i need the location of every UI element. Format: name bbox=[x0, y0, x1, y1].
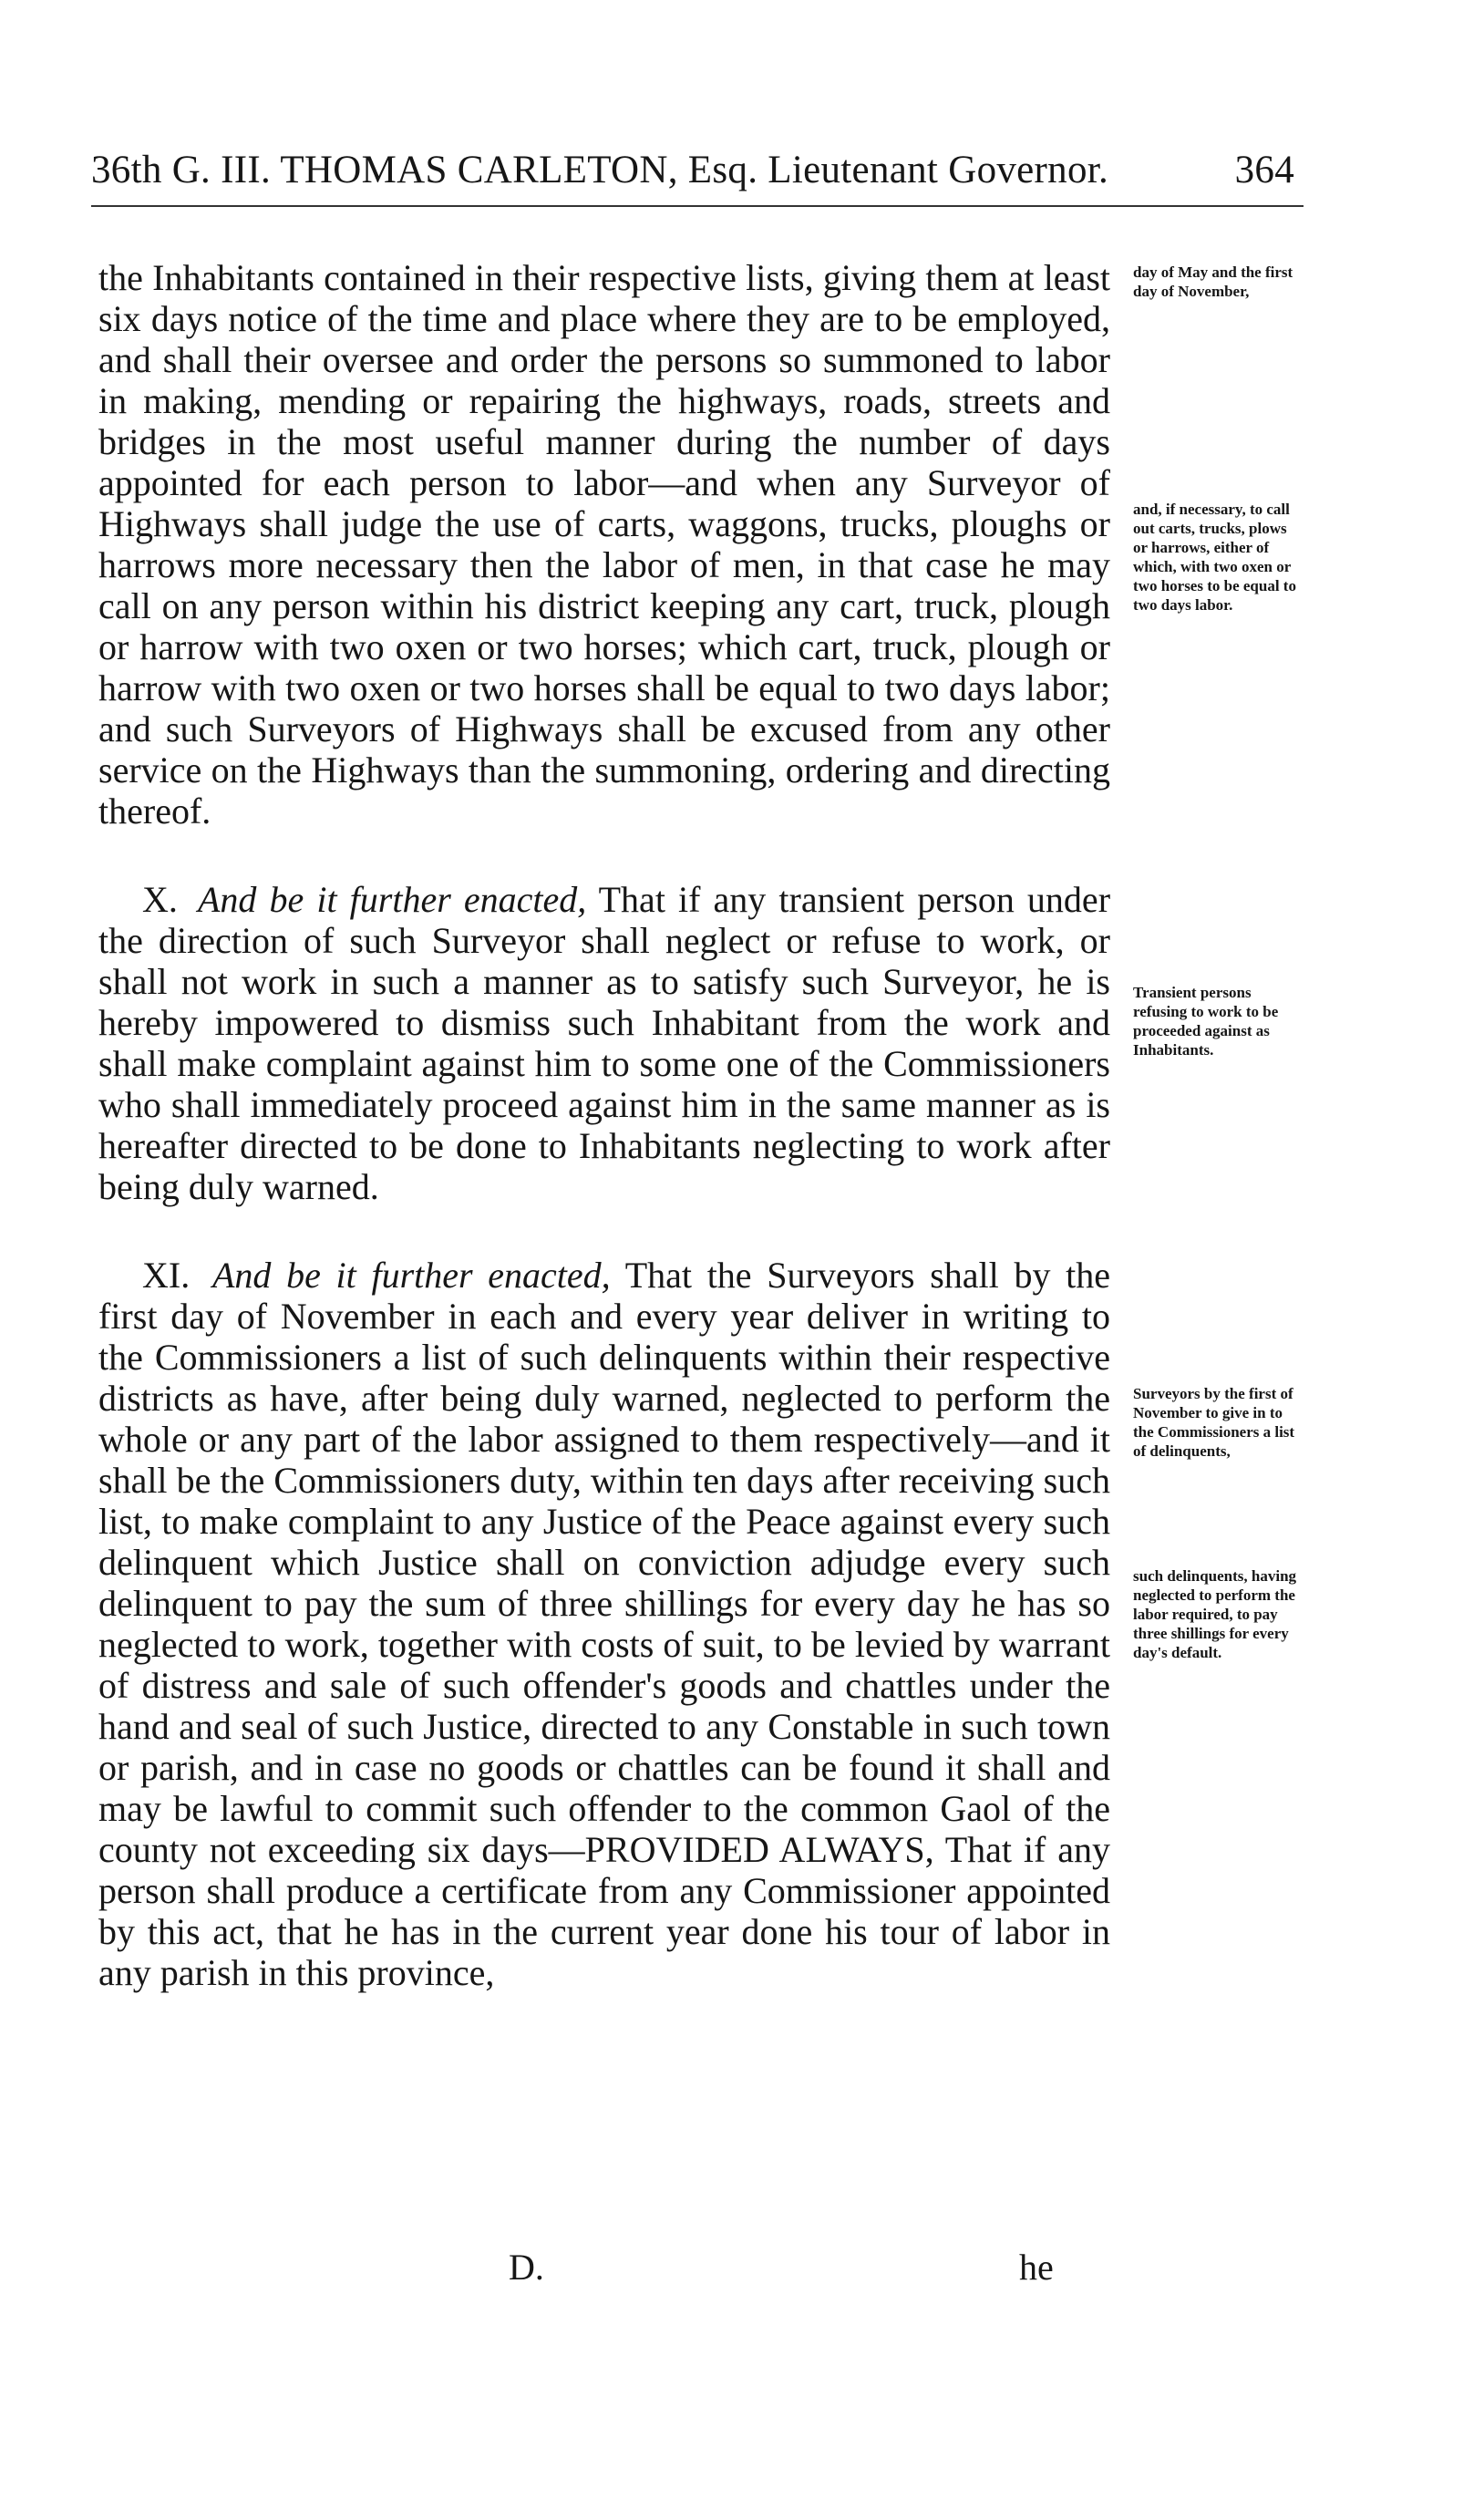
regnal-year: 36th G. III. bbox=[91, 149, 272, 191]
section-number: X. bbox=[142, 879, 178, 920]
margin-note: day of May and the first day of November, bbox=[1133, 264, 1293, 300]
running-header bbox=[91, 148, 1294, 192]
margin-note: such delinquents, having neglected to perform the labor required, to pay three shillings for every day's default. bbox=[1133, 1567, 1297, 1661]
governor-title: THOMAS CARLETON, Esq. Lieutenant Governor. bbox=[280, 149, 1109, 191]
paragraph-text: the Inhabitants contained in their respective lists, giving them at least six days notice of the time and place where they are to be employed, and shall their oversee and order the persons so summoned to labor in making, mending or repairing the highways, roads, streets and bridges in the most useful manner during the number of days appointed for each person to labor—and when any Surveyor of Highways shall judge the use of carts, waggons, trucks, ploughs or harrows more necessary then the labor of men, in that case he may call on any person within his district keeping any cart, truck, plough or harrow with two oxen or two horses; which cart, truck, plough or harrow with two oxen or two horses shall be equal to two days labor; and such Surveyors of Highways shall be excused from any other service on the Highways than the summoning, ordering and directing thereof. bbox=[98, 257, 1110, 832]
margin-note: and, if necessary, to call out carts, trucks, plows or harrows, either of which, with two oxen or two horses to be equal to two days labor. bbox=[1133, 501, 1296, 614]
main-text bbox=[98, 257, 1110, 1993]
margin-note: Transient persons refusing to work to be proceeded against as Inhabitants. bbox=[1133, 984, 1279, 1059]
section-number: XI. bbox=[142, 1255, 191, 1296]
paragraph-continued bbox=[98, 257, 1110, 832]
section-xi bbox=[98, 1255, 1110, 1993]
header-rule bbox=[91, 205, 1304, 207]
paragraph-text: That if any transient person under the direction of such Surveyor shall neglect or refuse to work, or shall not work in such a manner as to satisfy such Surveyor, he is hereby impowered to dismiss such Inhabitant from the work and shall make complaint against him to some one of the Commissioners who shall immediately proceed against him in the same manner as is hereafter directed to be done to Inhabitants neglecting to work after being duly warned. bbox=[98, 879, 1111, 1207]
catchword: he bbox=[1019, 2247, 1054, 2288]
enacting-clause: And be it further enacted, bbox=[197, 879, 587, 920]
signature-mark: D. bbox=[509, 2247, 544, 2288]
enacting-clause: And be it further enacted, bbox=[211, 1255, 611, 1296]
margin-note: Surveyors by the first of November to give in to the Commissioners a list of delinquents, bbox=[1133, 1385, 1295, 1460]
page-number: 364 bbox=[1234, 149, 1294, 191]
section-x bbox=[98, 879, 1110, 1207]
paragraph-text: That the Surveyors shall by the first day of November in each and every year deliver in writing to the Commissioners a list of such delinquents within their respective districts as have, after being duly warned, neglected to perform the whole or any part of the labor assigned to them respectively—and it shall be the Commissioners duty, within ten days after receiving such list, to make complaint to any Justice of the Peace against every such delinquent which Justice shall on conviction adjudge every such delinquent to pay the sum of three shillings for every day he has so neglected to work, together with costs of suit, to be levied by warrant of distress and sale of such offender's goods and chattles under the hand and seal of such Justice, directed to any Constable in such town or parish, and in case no goods or chattles can be found it shall and may be lawful to commit such offender to the common Gaol of the county not exceeding six days—PROVIDED ALWAYS, That if any person shall produce a certificate from any Commissioner appointed by this act, that he has in the current year done his tour of labor in any parish in this province, bbox=[98, 1255, 1111, 1993]
